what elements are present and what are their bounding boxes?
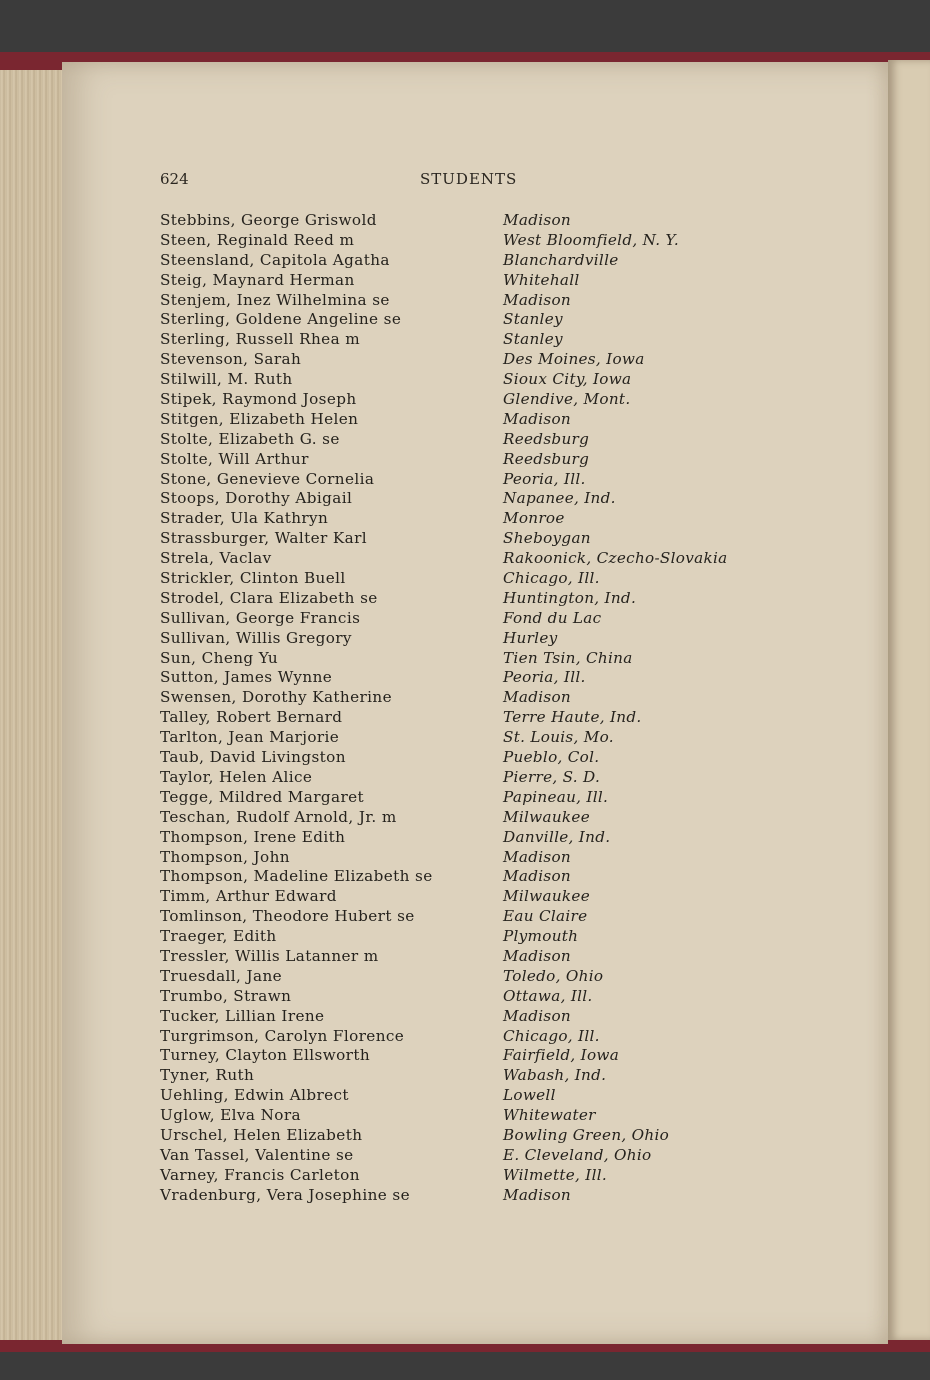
- student-name: Strassburger, Walter Karl: [160, 529, 368, 548]
- student-name: Stilwill, M. Ruth: [160, 370, 293, 389]
- student-name: Thompson, John: [160, 847, 290, 866]
- list-item: [160, 370, 760, 390]
- list-item: [160, 350, 760, 370]
- student-name: Sullivan, Willis Gregory: [160, 628, 352, 647]
- list-item: [160, 549, 760, 569]
- list-item: [160, 609, 760, 629]
- student-hometown: Blanchardville: [503, 250, 619, 269]
- student-hometown: Madison: [503, 1185, 572, 1204]
- list-item: [160, 947, 760, 967]
- student-name: Traeger, Edith: [160, 927, 277, 946]
- student-name: Tomlinson, Theodore Hubert se: [160, 907, 415, 926]
- list-item: [160, 668, 760, 688]
- student-hometown: Eau Claire: [503, 907, 588, 926]
- student-name: Stipek, Raymond Joseph: [160, 390, 357, 409]
- student-hometown: Stanley: [503, 330, 563, 349]
- student-name: Stolte, Elizabeth G. se: [160, 429, 340, 448]
- list-item: [160, 1086, 760, 1106]
- list-item: [160, 848, 760, 868]
- student-hometown: Reedsburg: [503, 449, 590, 468]
- next-page-edge: [888, 60, 930, 1340]
- student-hometown: Chicago, Ill.: [503, 1026, 600, 1045]
- student-name: Strela, Vaclav: [160, 549, 272, 568]
- student-hometown: Reedsburg: [503, 429, 590, 448]
- student-name: Stoops, Dorothy Abigail: [160, 489, 353, 508]
- student-hometown: Pierre, S. D.: [503, 767, 601, 786]
- student-hometown: Tien Tsin, China: [503, 648, 633, 667]
- list-item: [160, 1066, 760, 1086]
- list-item: [160, 1027, 760, 1047]
- student-hometown: Chicago, Ill.: [503, 569, 600, 588]
- list-item: [160, 808, 760, 828]
- student-hometown: Plymouth: [503, 927, 579, 946]
- student-hometown: Monroe: [503, 509, 565, 528]
- student-name: Varney, Francis Carleton: [160, 1165, 360, 1184]
- student-hometown: Madison: [503, 946, 572, 965]
- list-item: [160, 489, 760, 509]
- student-hometown: Milwaukee: [503, 807, 590, 826]
- student-hometown: Bowling Green, Ohio: [503, 1125, 670, 1144]
- student-hometown: Sioux City, Iowa: [503, 370, 632, 389]
- student-name: Taylor, Helen Alice: [160, 767, 313, 786]
- student-name: Turgrimson, Carolyn Florence: [160, 1026, 405, 1045]
- list-item: [160, 688, 760, 708]
- student-name: Sterling, Goldene Angeline se: [160, 310, 402, 329]
- student-name: Sutton, James Wynne: [160, 668, 333, 687]
- list-item: [160, 231, 760, 251]
- list-item: [160, 728, 760, 748]
- list-item: [160, 310, 760, 330]
- student-name: Stolte, Will Arthur: [160, 449, 309, 468]
- student-name: Stebbins, George Griswold: [160, 211, 377, 229]
- student-hometown: Madison: [503, 211, 572, 229]
- page-number: 624: [160, 170, 189, 188]
- list-item: [160, 1186, 760, 1206]
- list-item: [160, 251, 760, 271]
- student-name: Steensland, Capitola Agatha: [160, 250, 390, 269]
- student-hometown: Whitehall: [503, 270, 580, 289]
- student-hometown: West Bloomfield, N. Y.: [503, 230, 679, 249]
- list-item: [160, 390, 760, 410]
- list-item: [160, 211, 760, 231]
- student-name: Teschan, Rudolf Arnold, Jr. m: [160, 807, 397, 826]
- list-item: [160, 1146, 760, 1166]
- list-item: [160, 1106, 760, 1126]
- student-hometown: Milwaukee: [503, 887, 590, 906]
- student-hometown: Sheboygan: [503, 529, 591, 548]
- student-hometown: Whitewater: [503, 1106, 596, 1125]
- student-hometown: E. Cleveland, Ohio: [503, 1145, 652, 1164]
- list-item: [160, 271, 760, 291]
- student-name: Truesdall, Jane: [160, 966, 283, 985]
- student-name: Thompson, Madeline Elizabeth se: [160, 867, 433, 886]
- list-item: [160, 748, 760, 768]
- student-hometown: Madison: [503, 1006, 572, 1025]
- student-hometown: Danville, Ind.: [503, 827, 611, 846]
- student-name: Tyner, Ruth: [160, 1066, 255, 1085]
- student-hometown: Pueblo, Col.: [503, 748, 600, 767]
- student-name: Sun, Cheng Yu: [160, 648, 279, 667]
- student-name: Steen, Reginald Reed m: [160, 230, 355, 249]
- list-item: [160, 768, 760, 788]
- student-name: Uehling, Edwin Albrect: [160, 1086, 349, 1105]
- student-name: Steig, Maynard Herman: [160, 270, 355, 289]
- student-hometown: Hurley: [503, 628, 558, 647]
- student-name: Tegge, Mildred Margaret: [160, 787, 365, 806]
- student-hometown: Madison: [503, 867, 572, 886]
- student-name: Tressler, Willis Latanner m: [160, 946, 379, 965]
- student-hometown: Wilmette, Ill.: [503, 1165, 608, 1184]
- student-hometown: Peoria, Ill.: [503, 469, 586, 488]
- list-item: [160, 291, 760, 311]
- student-hometown: Papineau, Ill.: [503, 787, 609, 806]
- student-hometown: Toledo, Ohio: [503, 966, 604, 985]
- student-name: Urschel, Helen Elizabeth: [160, 1125, 363, 1144]
- student-hometown: Huntington, Ind.: [503, 588, 637, 607]
- list-item: [160, 828, 760, 848]
- list-item: [160, 987, 760, 1007]
- student-name: Vradenburg, Vera Josephine se: [160, 1185, 410, 1204]
- list-item: [160, 708, 760, 728]
- student-name: Sullivan, George Francis: [160, 608, 361, 627]
- student-name: Stenjem, Inez Wilhelmina se: [160, 290, 390, 309]
- student-hometown: Madison: [503, 847, 572, 866]
- list-item: [160, 1007, 760, 1027]
- student-name: Timm, Arthur Edward: [160, 887, 337, 906]
- list-item: [160, 649, 760, 669]
- student-hometown: Stanley: [503, 310, 563, 329]
- list-item: [160, 788, 760, 808]
- student-name: Thompson, Irene Edith: [160, 827, 346, 846]
- student-name: Strickler, Clinton Buell: [160, 569, 346, 588]
- list-item: [160, 1126, 760, 1146]
- student-name: Stone, Genevieve Cornelia: [160, 469, 375, 488]
- student-name: Stitgen, Elizabeth Helen: [160, 409, 359, 428]
- student-name: Taub, David Livingston: [160, 748, 346, 767]
- page-title: STUDENTS: [420, 170, 518, 188]
- student-hometown: Des Moines, Iowa: [503, 350, 645, 369]
- list-item: [160, 887, 760, 907]
- list-item: [160, 450, 760, 470]
- student-name: Talley, Robert Bernard: [160, 708, 343, 727]
- list-item: [160, 330, 760, 350]
- student-hometown: St. Louis, Mo.: [503, 728, 614, 747]
- list-item: [160, 529, 760, 549]
- student-hometown: Napanee, Ind.: [503, 489, 616, 508]
- list-item: [160, 589, 760, 609]
- running-head: [160, 170, 630, 190]
- student-name: Turney, Clayton Ellsworth: [160, 1046, 371, 1065]
- student-hometown: Terre Haute, Ind.: [503, 708, 642, 727]
- list-item: [160, 629, 760, 649]
- student-hometown: Rakoonick, Czecho-Slovakia: [503, 549, 728, 568]
- student-name: Tarlton, Jean Marjorie: [160, 728, 340, 747]
- student-name: Van Tassel, Valentine se: [160, 1145, 354, 1164]
- list-item: [160, 1046, 760, 1066]
- student-hometown: Madison: [503, 688, 572, 707]
- student-name: Sterling, Russell Rhea m: [160, 330, 361, 349]
- student-hometown: Wabash, Ind.: [503, 1066, 607, 1085]
- list-item: [160, 927, 760, 947]
- student-hometown: Peoria, Ill.: [503, 668, 586, 687]
- list-item: [160, 430, 760, 450]
- student-hometown: Lowell: [503, 1086, 556, 1105]
- list-item: [160, 867, 760, 887]
- student-hometown: Glendive, Mont.: [503, 390, 631, 409]
- student-hometown: Fond du Lac: [503, 608, 602, 627]
- student-name: Swensen, Dorothy Katherine: [160, 688, 392, 707]
- student-name: Strader, Ula Kathryn: [160, 509, 329, 528]
- list-item: [160, 470, 760, 490]
- student-name: Tucker, Lillian Irene: [160, 1006, 325, 1025]
- list-item: [160, 967, 760, 987]
- student-hometown: Fairfield, Iowa: [503, 1046, 620, 1065]
- student-hometown: Madison: [503, 290, 572, 309]
- student-name: Trumbo, Strawn: [160, 986, 292, 1005]
- student-hometown: Madison: [503, 409, 572, 428]
- student-list: [160, 211, 760, 1206]
- list-item: [160, 907, 760, 927]
- list-item: [160, 509, 760, 529]
- student-name: Stevenson, Sarah: [160, 350, 302, 369]
- student-name: Strodel, Clara Elizabeth se: [160, 588, 378, 607]
- list-item: [160, 569, 760, 589]
- list-item: [160, 1166, 760, 1186]
- list-item: [160, 410, 760, 430]
- student-hometown: Ottawa, Ill.: [503, 986, 593, 1005]
- student-name: Uglow, Elva Nora: [160, 1106, 301, 1125]
